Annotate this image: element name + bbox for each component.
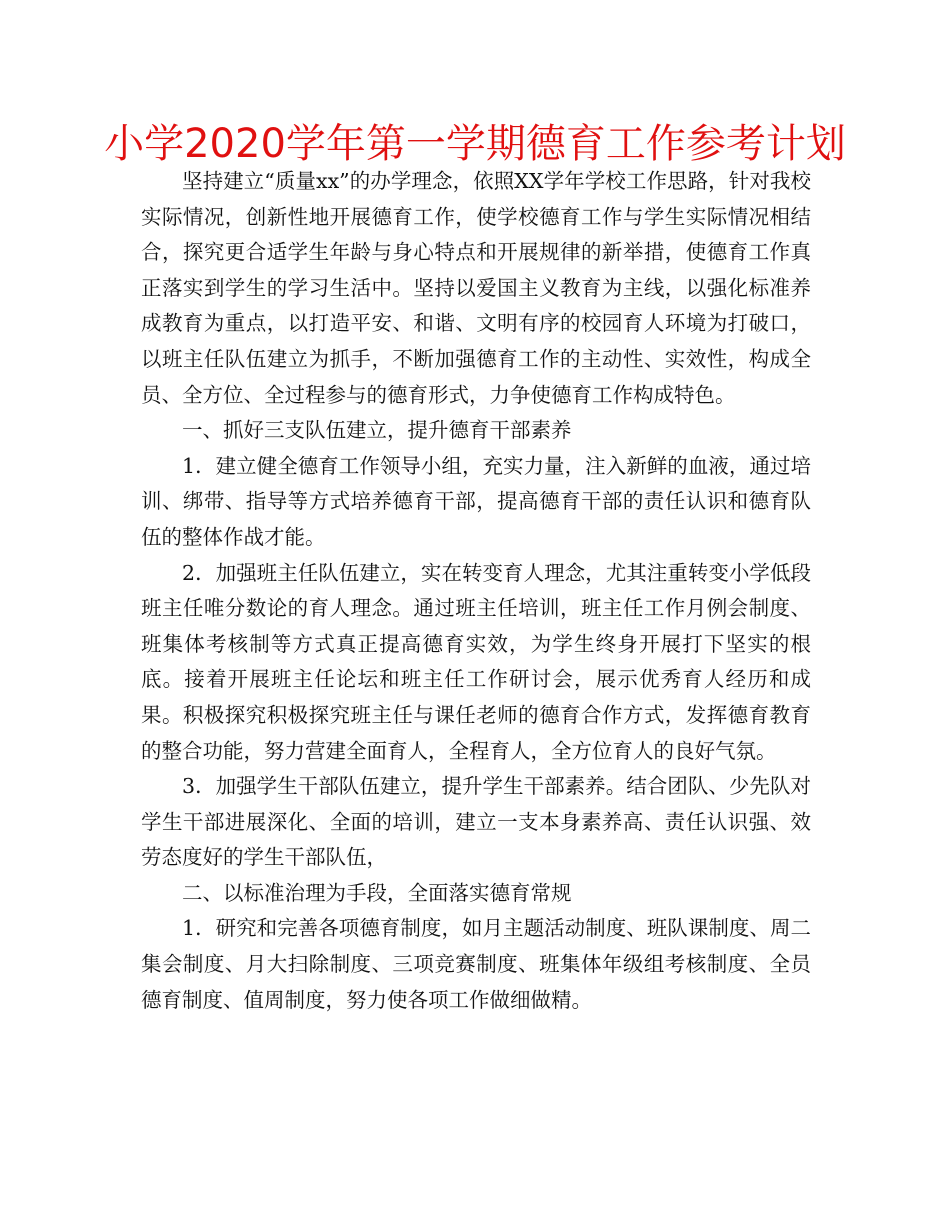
- paragraph-item-1-2: 2．加强班主任队伍建立，实在转变育人理念，尤其注重转变小学低段班主任唯分数论的育人理念。通过班主任培训，班主任工作月例会制度、班集体考核制等方式真正提高德育实效，为学生终身开展打下坚实的根底。接着开展班主任论坛和班主任工作研讨会，展示优秀育人经历和成果。积极探究积极探究班主任与课任老师的德育合作方式，发挥德育教育的整合功能，努力营建全面育人，全程育人，全方位育人的良好气氛。: [141, 560, 811, 763]
- section-heading-1: 一、抓好三支队伍建立，提升德育干部素养: [182, 418, 572, 443]
- section-heading-2: 二、以标准治理为手段，全面落实德育常规: [182, 880, 572, 905]
- paragraph-intro: 坚持建立“质量xx”的办学理念，依照XX学年学校工作思路，针对我校实际情况，创新性地开展德育工作，使学校德育工作与学生实际情况相结合，探究更合适学生年龄与身心特点和开展规律的新举措，使德育工作真正落实到学生的学习生活中。坚持以爱国主义教育为主线，以强化标准养成教育为重点，以打造平安、和谐、文明有序的校园育人环境为打破口，以班主任队伍建立为抓手，不断加强德育工作的主动性、实效性，构成全员、全方位、全过程参与的德育形式，力争使德育工作构成特色。: [141, 169, 811, 407]
- document-title: 小学2020学年第一学期德育工作参考计划: [104, 121, 846, 167]
- paragraph-item-2-1: 1．研究和完善各项德育制度，如月主题活动制度、班队课制度、周二集会制度、月大扫除制度、三项竞赛制度、班集体年级组考核制度、全员德育制度、值周制度，努力使各项工作做细做精。: [141, 916, 811, 1012]
- paragraph-item-1-3: 3．加强学生干部队伍建立，提升学生干部素养。结合团队、少先队对学生干部进展深化、全面的培训，建立一支本身素养高、责任认识强、效劳态度好的学生干部队伍，: [141, 774, 811, 870]
- paragraph-item-1-1: 1．建立健全德育工作领导小组，充实力量，注入新鲜的血液，通过培训、绑带、指导等方式培养德育干部，提高德育干部的责任认识和德育队伍的整体作战才能。: [141, 453, 811, 549]
- document-body: [141, 164, 811, 1018]
